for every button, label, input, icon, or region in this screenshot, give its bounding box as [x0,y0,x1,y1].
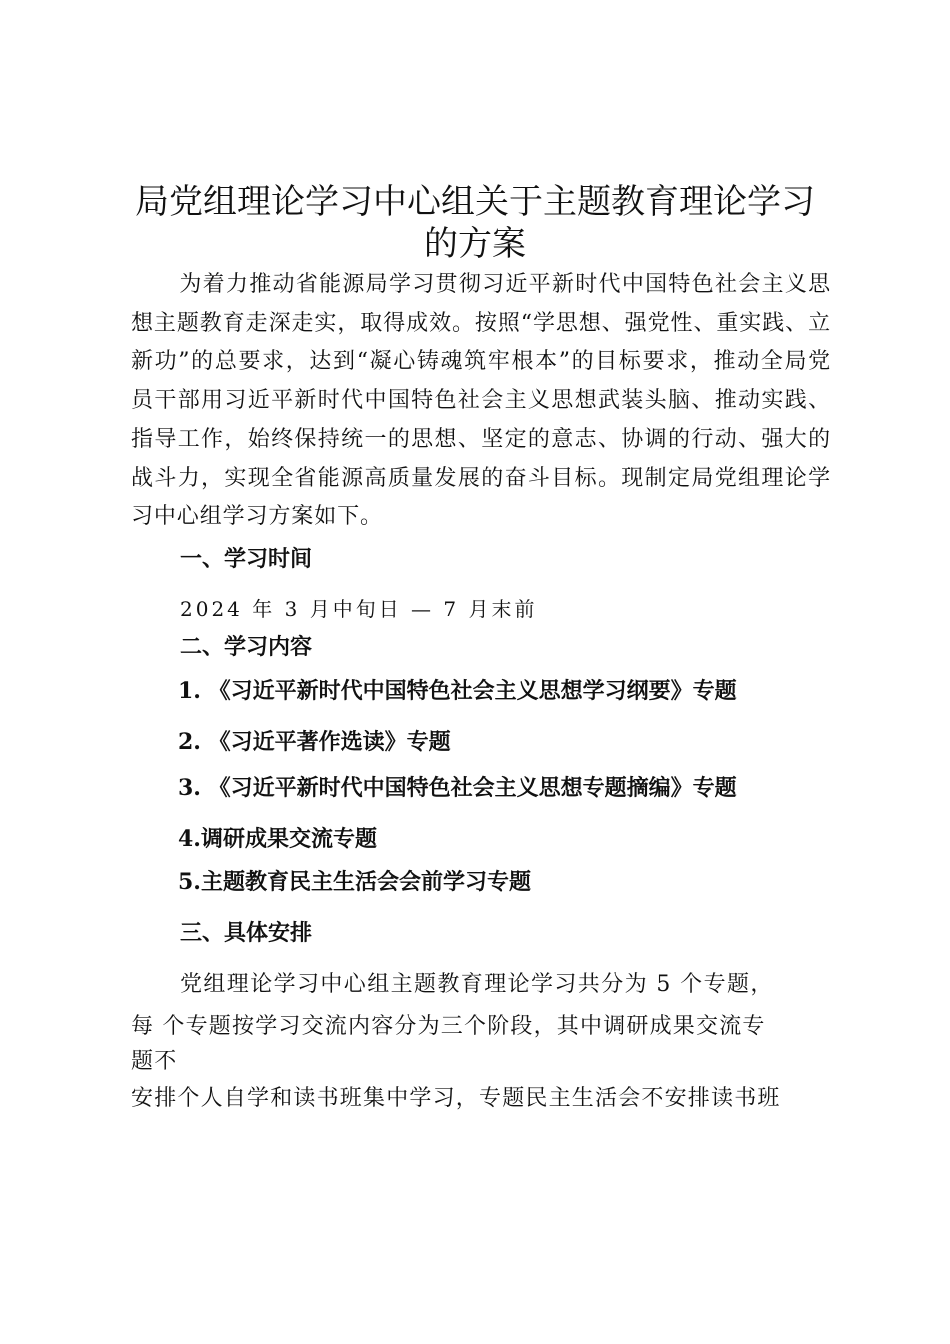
topic-item-5: 5.主题教育民主生活会会前学习专题 [178,869,531,895]
topic-item-2: 2. 《习近平著作选读》专题 [178,729,451,755]
arrangement-line-4: 安排个人自学和读书班集中学习，专题民主生活会不安排读书班 [131,1086,781,1111]
topic-item-1: 1. 《习近平新时代中国特色社会主义思想学习纲要》专题 [178,678,737,704]
section-heading-arrangement: 三、具体安排 [180,921,313,946]
section-heading-study-content: 二、学习内容 [180,635,313,660]
topic-item-3: 3. 《习近平新时代中国特色社会主义思想专题摘编》专题 [178,775,737,801]
topic-item-4: 4.调研成果交流专题 [178,826,377,852]
document-title-line-1: 局党组理论学习中心组关于主题教育理论学习 [135,182,815,222]
arrangement-line-2: 每 个专题按学习交流内容分为三个阶段，其中调研成果交流专 [131,1014,766,1039]
intro-paragraph [131,266,831,537]
intro-paragraph-text: 为着力推动省能源局学习贯彻习近平新时代中国特色社会主义思想主题教育走深走实，取得成效。按照“学思想、强党性、重实践、立新功”的总要求，达到“凝心铸魂筑牢根本”的目标要求，推动全局党员干部用习近平新时代中国特色社会主义思想武装头脑、推动实践、指导工作，始终保持统一的思想、坚定的意志、协调的行动、强大的战斗力，实现全省能源高质量发展的奋斗目标。现制定局党组理论学习中心组学习方案如下。 [131,272,831,530]
section-heading-study-time: 一、学习时间 [180,547,313,572]
arrangement-line-3: 题不 [131,1049,178,1074]
arrangement-line-1: 党组理论学习中心组主题教育理论学习共分为 5 个专题， [180,972,774,997]
study-period-text: 2024 年 3 月中旬日 — 7 月末前 [180,597,538,621]
document-title-line-2: 的方案 [424,224,526,264]
